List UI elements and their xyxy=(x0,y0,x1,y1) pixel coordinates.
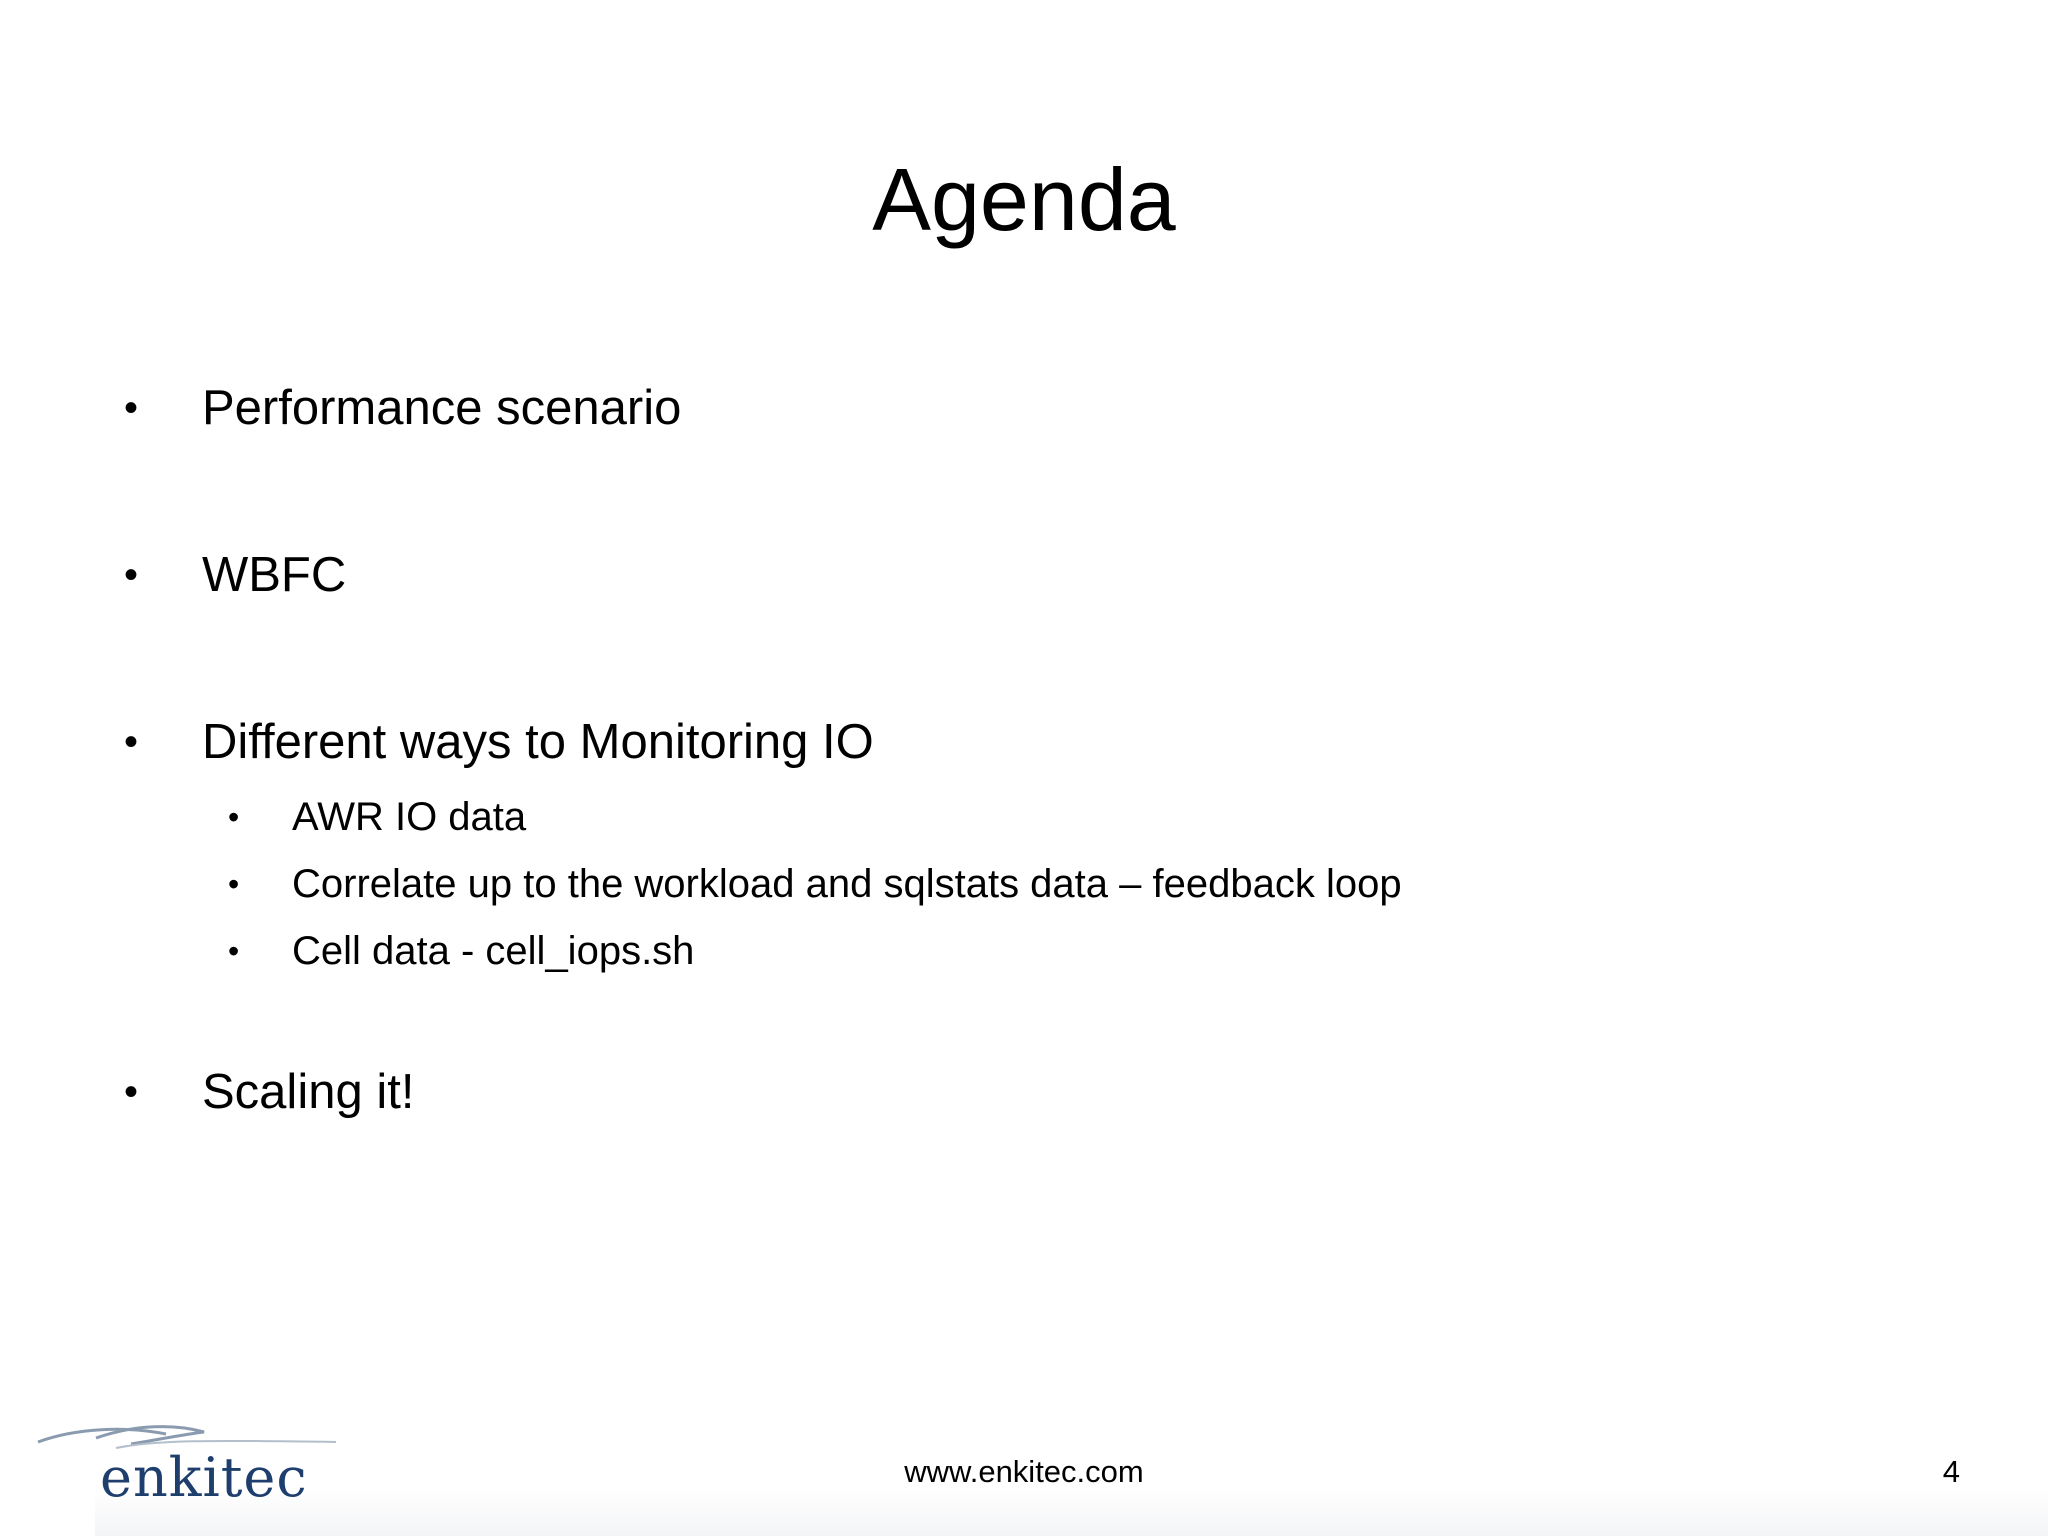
bullet-icon: • xyxy=(228,933,240,969)
sub-bullet-text: Cell data - cell_iops.sh xyxy=(292,929,695,973)
sub-bullet-text: Correlate up to the workload and sqlstats data – feedback loop xyxy=(292,862,1402,906)
bullet-icon: • xyxy=(124,720,139,764)
footer-band xyxy=(95,1490,2048,1536)
slide-title: Agenda xyxy=(872,150,1176,249)
bullet-icon: • xyxy=(228,866,240,902)
bullet-text: Scaling it! xyxy=(202,1065,415,1119)
footer-url: www.enkitec.com xyxy=(904,1454,1144,1489)
bullet-text: Performance scenario xyxy=(202,381,682,435)
bullet-icon: • xyxy=(228,799,240,835)
bullet-icon: • xyxy=(124,386,139,430)
page-number: 4 xyxy=(1942,1454,1960,1489)
sub-bullet-text: AWR IO data xyxy=(292,795,527,839)
logo-text: enkitec xyxy=(100,1446,308,1509)
bullet-icon: • xyxy=(124,553,139,597)
bullet-icon: • xyxy=(124,1070,139,1114)
bullet-text: Different ways to Monitoring IO xyxy=(202,715,874,769)
bullet-text: WBFC xyxy=(202,548,347,602)
